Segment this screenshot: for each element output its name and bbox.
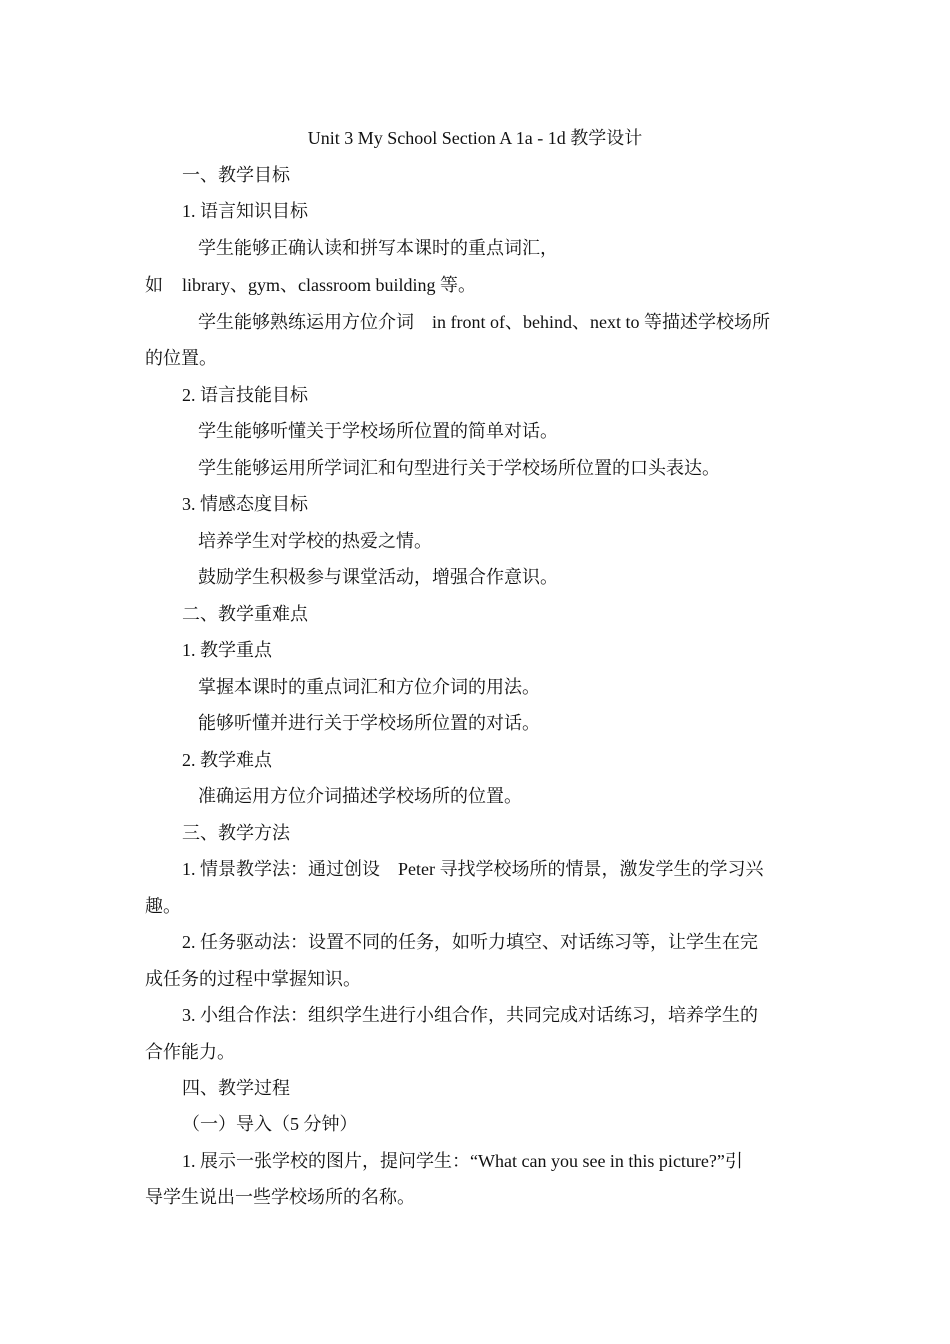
subheading-emotional-attitude: 3. 情感态度目标 bbox=[182, 494, 308, 514]
paragraph-line: 培养学生对学校的热爱之情。 bbox=[198, 531, 432, 551]
subheading-introduction: （一）导入（5 分钟） bbox=[182, 1114, 358, 1134]
paragraph-line: 趣。 bbox=[145, 896, 181, 916]
section-heading-methods: 三、教学方法 bbox=[182, 823, 290, 843]
paragraph-line bbox=[198, 311, 770, 333]
paragraph-line: 成任务的过程中掌握知识。 bbox=[145, 969, 361, 989]
paragraph-line: 鼓励学生积极参与课堂活动，增强合作意识。 bbox=[198, 567, 558, 587]
paragraph-line: 学生能够运用所学词汇和句型进行关于学校场所位置的口头表达。 bbox=[198, 458, 720, 478]
section-heading-process: 四、教学过程 bbox=[182, 1078, 290, 1098]
section-heading-key-points: 二、教学重难点 bbox=[182, 604, 308, 624]
paragraph-line: 学生能够听懂关于学校场所位置的简单对话。 bbox=[198, 421, 558, 441]
paragraph-line: 3. 小组合作法：组织学生进行小组合作，共同完成对话练习，培养学生的 bbox=[182, 1005, 758, 1025]
paragraph-line bbox=[182, 858, 763, 880]
paragraph-line: 能够听懂并进行关于学校场所位置的对话。 bbox=[198, 713, 540, 733]
subheading-difficulties: 2. 教学难点 bbox=[182, 750, 272, 770]
paragraph-line: 的位置。 bbox=[145, 348, 217, 368]
paragraph-fragment: 学生能够熟练运用方位介词 bbox=[198, 312, 414, 332]
subheading-language-skills: 2. 语言技能目标 bbox=[182, 385, 308, 405]
document-title: Unit 3 My School Section A 1a - 1d 教学设计 bbox=[307, 128, 643, 148]
paragraph-line bbox=[145, 274, 476, 296]
paragraph-line: 导学生说出一些学校场所的名称。 bbox=[145, 1187, 415, 1207]
paragraph-line: 掌握本课时的重点词汇和方位介词的用法。 bbox=[198, 677, 540, 697]
section-heading-objectives: 一、教学目标 bbox=[182, 165, 290, 185]
paragraph-fragment: library、gym、classroom building 等。 bbox=[182, 275, 476, 295]
paragraph-line: 1. 展示一张学校的图片，提问学生：“What can you see in this picture?”引 bbox=[182, 1151, 743, 1171]
paragraph-line: 学生能够正确认读和拼写本课时的重点词汇， bbox=[198, 238, 558, 258]
subheading-key-points: 1. 教学重点 bbox=[182, 640, 272, 660]
paragraph-fragment: Peter 寻找学校场所的情景，激发学生的学习兴 bbox=[398, 859, 764, 879]
paragraph-line: 准确运用方位介词描述学校场所的位置。 bbox=[198, 786, 522, 806]
subheading-language-knowledge: 1. 语言知识目标 bbox=[182, 201, 308, 221]
paragraph-line: 2. 任务驱动法：设置不同的任务，如听力填空、对话练习等，让学生在完 bbox=[182, 932, 758, 952]
paragraph-fragment: 如 bbox=[145, 275, 163, 295]
paragraph-fragment: in front of、behind、next to 等描述学校场所 bbox=[432, 312, 770, 332]
paragraph-fragment: 1. 情景教学法：通过创设 bbox=[182, 859, 380, 879]
paragraph-line: 合作能力。 bbox=[145, 1042, 235, 1062]
